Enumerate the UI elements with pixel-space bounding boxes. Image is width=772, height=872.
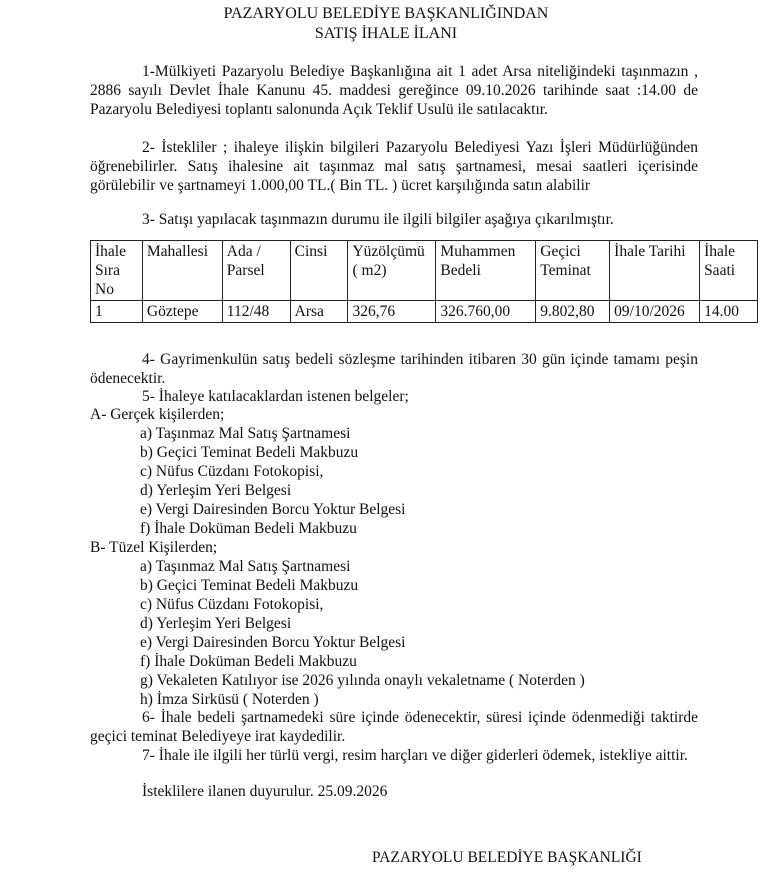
list-item: e) Vergi Dairesinden Borcu Yoktur Belgesi (140, 501, 406, 518)
list-item: c) Nüfus Cüzdanı Fotokopisi, (140, 463, 324, 480)
list-item: h) İmza Sirküsü ( Noterden ) (140, 691, 319, 708)
table-header-cell: Ada / Parsel (222, 241, 290, 301)
table-cell: 326,76 (348, 301, 436, 323)
header-title: PAZARYOLU BELEDİYE BAŞKANLIĞINDAN (223, 5, 549, 22)
table-cell: 14.00 (700, 301, 758, 323)
header-subtitle: SATIŞ İHALE İLANI (314, 25, 458, 42)
table-cell: 9.802,80 (536, 301, 610, 323)
list-item: f) İhale Doküman Bedeli Makbuzu (140, 520, 357, 537)
list-item: f) İhale Doküman Bedeli Makbuzu (140, 653, 357, 670)
signature: PAZARYOLU BELEDİYE BAŞKANLIĞI (372, 849, 642, 866)
table-cell: 1 (91, 301, 143, 323)
list-item: a) Taşınmaz Mal Satış Şartnamesi (140, 558, 351, 575)
table-header-row (91, 241, 758, 301)
table-cell: 326.760,00 (436, 301, 536, 323)
paragraph-1: 1-Mülkiyeti Pazaryolu Belediye Başkanlığına ait 1 adet Arsa niteliğindeki taşınmazın , 2886 sayılı Devlet İhale Kanunu 45. maddesi gereğince 09.10.2026 tarihinde saat :14.00 de Pazaryolu Belediyesi toplantı salonunda Açık Teklif Usulü ile satılacaktır. (90, 63, 698, 118)
closing-line: İsteklilere ilanen duyurulur. 25.09.2026 (142, 783, 388, 800)
table-header-cell: Geçici Teminat (536, 241, 610, 301)
paragraph-6: 6- İhale bedeli şartnamedeki süre içinde ödenecektir, süresi içinde ödenmediği taktirde geçici teminat Belediyeye irat kaydedilir. (90, 709, 698, 745)
group-b-title: B- Tüzel Kişilerden; (90, 539, 218, 556)
table-header-cell: Muhammen Bedeli (436, 241, 536, 301)
list-item: b) Geçici Teminat Bedeli Makbuzu (140, 444, 359, 461)
table-header-cell: Cinsi (290, 241, 348, 301)
paragraph-2: 2- İstekliler ; ihaleye ilişkin bilgileri Pazaryolu Belediyesi Yazı İşleri Müdürlüğünden öğrenebilirler. Satış ihalesine ait taşınmaz mal satış şartnamesi, mesai saatleri içerisinde görülebilir ve şartnameyi 1.000,00 TL.( Bin TL. ) ücret karşılığında satın alabilir (90, 139, 698, 194)
table-header-cell: İhale Saati (700, 241, 758, 301)
list-item: b) Geçici Teminat Bedeli Makbuzu (140, 577, 359, 594)
list-item: d) Yerleşim Yeri Belgesi (140, 482, 292, 499)
paragraph-3: 3- Satışı yapılacak taşınmazın durumu ile ilgili bilgiler aşağıya çıkarılmıştır. (142, 211, 614, 228)
table-cell: 112/48 (222, 301, 290, 323)
paragraph-5: 5- İhaleye katılacaklardan istenen belgeler; (142, 388, 409, 405)
table-cell: Arsa (290, 301, 348, 323)
table-header-cell: İhale Tarihi (610, 241, 700, 301)
table-header-cell: Yüzölçümü ( m2) (348, 241, 436, 301)
list-item: g) Vekaleten Katılıyor ise 2026 yılında onaylı vekaletname ( Noterden ) (140, 672, 585, 689)
list-item: d) Yerleşim Yeri Belgesi (140, 615, 292, 632)
list-item: a) Taşınmaz Mal Satış Şartnamesi (140, 425, 351, 442)
group-a-title: A- Gerçek kişilerden; (90, 406, 225, 423)
table-cell: 09/10/2026 (610, 301, 700, 323)
list-item: e) Vergi Dairesinden Borcu Yoktur Belgesi (140, 634, 406, 651)
list-item: c) Nüfus Cüzdanı Fotokopisi, (140, 596, 324, 613)
table-cell: Göztepe (142, 301, 222, 323)
property-table (90, 240, 758, 323)
table-header-cell: Mahallesi (142, 241, 222, 301)
table-row (91, 301, 758, 323)
paragraph-4: 4- Gayrimenkulün satış bedeli sözleşme tarihinden itibaren 30 gün içinde tamamı peşin ödenecektir. (90, 351, 698, 387)
paragraph-7: 7- İhale ile ilgili her türlü vergi, resim harçları ve diğer giderleri ödemek, istekliye aittir. (142, 747, 688, 764)
table-header-cell: İhale Sıra No (91, 241, 143, 301)
